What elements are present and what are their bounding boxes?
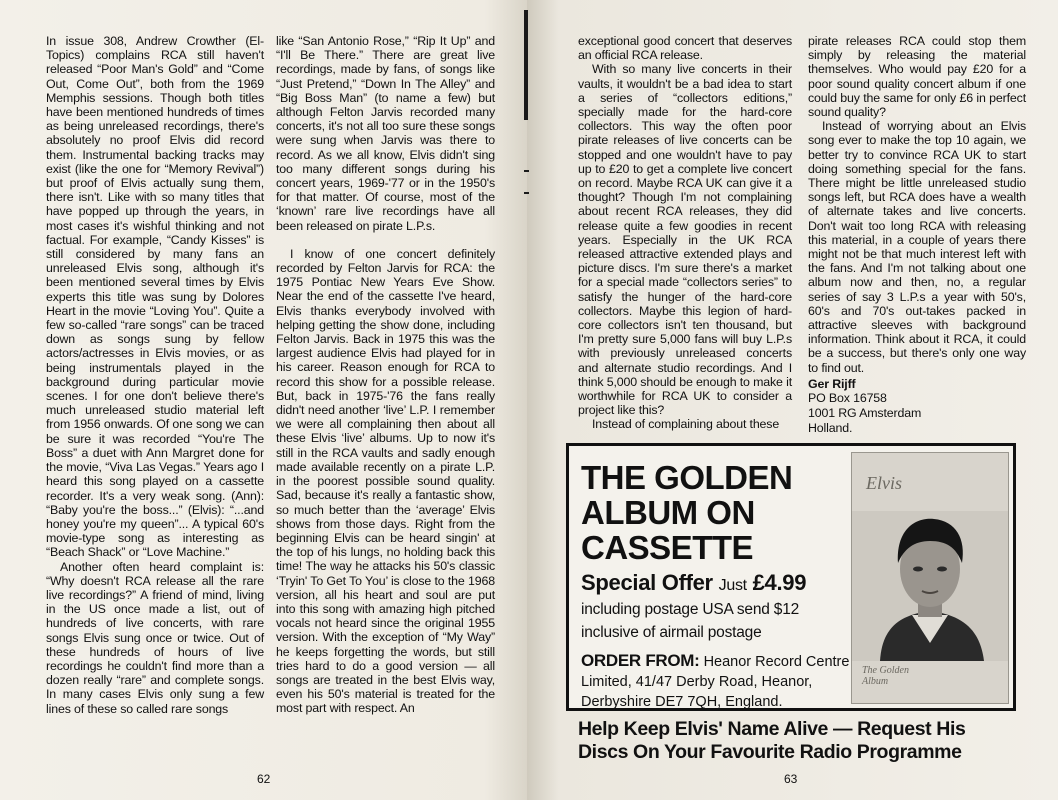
paragraph: In issue 308, Andrew Crowther (El-Topics) complains RCA still haven't released “Poor Man's Gold” and “Come Out, Come Out”, both from the 1969 Memphis sessions. Though both titles have been mentioned hundreds of times as being unreleased recordings, there's absolutely no proof Elvis did record them. Instrumental backing tracks may exist (like the one for “Memory Revival”) but proof of Elvis actually sung them, there isn't. Like with so many titles that have popped up through the years, in most cases it's wishful thinking and not factual. For example, “Candy Kisses” is still considered by many fans an unreleased Elvis song, although it's been mentioned several times by Elvis experts this title was sung by Dolores Heart in the movie “Loving You”. Quite a few so-called “rare songs” can be traced down as songs sung by fellow actors/actresses in Elvis movies, or as being instrumentals played in the background during particular movie scenes. I for one don't believe there's much unreleased studio material left from 1956 onwards. Of one song we can be sure it was recorded “You're The Boss” a duet with Ann Margret done for the movie, “Viva Las Vegas.” Years ago I heard this song played on a cassette recorder. It's a very weak song. (Ann): “Baby you're the boss...” (Elvis): “...and honey you're my queen”... A typical 60's movie-type song as interesting as “Beach Shack” or “Love Machine.” <box>46 34 264 560</box>
cassette-cover-image <box>851 452 1009 704</box>
column-2 <box>276 34 495 716</box>
order-from <box>581 651 856 712</box>
gutter-mark <box>524 192 529 194</box>
paragraph: Another often heard complaint is: “Why doesn't RCA release all the rare live recordings?” A friend of mind, living in the US once made a list, out of hundreds of live concerts, with rare songs Elvis sung once or twice. Out of these hundreds of hours of live recordings he couldn't find more than a dozen really “rare” and complete songs. In many cases Elvis only sung a few lines of these so called rare songs <box>46 559 264 716</box>
order-line: Heanor Record Centre <box>703 654 850 670</box>
paragraph: like “San Antonio Rose,” “Rip It Up” and “I'll Be There.” There are great live recordings, made by fans, of songs like “Just Pretend,” “Down In The Alley” and “Big Boss Man” (to name a few) but although Felton Jarvis recorded many concerts, it's not all too sure these songs were sung when Jarvis was there to record. As we all know, Elvis didn't sing too many different songs during his concert years, 1969-'77 or in the 1950's for that matter. Of course, most of the ‘known’ rare live recordings have all been released on pirate L.P.s. <box>276 34 495 233</box>
portrait-photo <box>852 511 1008 661</box>
paragraph: Instead of worrying about an Elvis song ever to make the top 10 again, we better try to convince RCA UK to start doing something special for the fans. There might be little unreleased studio songs left, but RCA does have a wealth of alternate takes and live concerts. Don't wait too long RCA with releasing this material, in a couple of years there might not be that much interest left with the fans. And I'm not talking about one album now and then, no, a regular series of say 3 L.P.s a year with 50's, 60's and 70's out-takes packed in attractive sleeves with background information. Think about it RCA, it could be a success, but there's only one way to find out. <box>808 119 1026 375</box>
paragraph: exceptional good concert that deserves an official RCA release. <box>578 34 792 63</box>
offer-price: £4.99 <box>752 570 807 595</box>
order-line: Limited, 41/47 Derby Road, Heanor, <box>581 674 813 690</box>
radio-request-banner <box>578 718 1018 764</box>
cassette-subtitle-line: Album <box>862 676 889 687</box>
special-offer <box>581 570 806 596</box>
offer-just: Just <box>718 577 747 594</box>
gutter-mark <box>524 10 528 120</box>
offer-label: Special Offer <box>581 570 713 595</box>
left-page <box>0 0 527 800</box>
column-4 <box>808 34 1026 435</box>
paragraph: With so many live concerts in their vaults, it wouldn't be a bad idea to start a series of “collectors editions,” specially made for the hard-core collectors. This way the often poor pirate releases of live concerts can be stopped and one wouldn't have to pay up to £20 to get a complete live concert on record. Maybe RCA UK can give it a thought? Though I'm not complaining about recent RCA releases, they did release quite a few goodies in recent years. Especially in the UK RCA released attractive extended plays and picture discs. I'm sure there's a market for a special made “collectors series” to satisfy the hunger of the hard-core collectors. Maybe this legion of hard-core collectors isn't ten thousand, but I'm pretty sure 5,000 fans will buy L.P.s with previously unreleased concerts and alternate studio recordings. And I think 5,000 should be enough to make it worthwhile for RCA UK to consider a project like this? <box>578 62 792 418</box>
paragraph: Instead of complaining about these <box>592 417 780 432</box>
page-number: 63 <box>784 772 798 786</box>
order-line: Derbyshire DE7 7QH, England. <box>581 694 783 710</box>
column-1 <box>46 34 264 716</box>
cassette-subtitle <box>862 665 909 687</box>
paragraph: I know of one concert definitely recorded by Felton Jarvis for RCA: the 1975 Pontiac New Years Eve Show. Near the end of the cassette I've heard, Elvis thanks everybody involved with helping getting the show done, including Felton Jarvis. Back in 1975 this was the largest audience Elvis had played for in his career. Reason enough for RCA to record this show for a possible release. But, back in 1975-'76 the fans really didn't need another ‘live’ L.P. I remember we were all complaining then about all these Elvis ‘live’ albums. Up to now it's still in the RCA vaults and sadly enough made available recently on a pirate L.P. in the poorest possible sound quality. Sad, because it's really a fantastic show, so much better than the ‘average’ Elvis shows from those days. Right from the beginning Elvis can be heard singin' at the top of his lungs, no holding back this time! The way he attacks his 50's classic ‘Tryin' To Get To You’ is close to the 1968 version, all his heart and soul are put into this song with amazing high pitched vocals not heard since the original 1955 version. With the exception of “My Way” he keeps forgetting the words, but still tries hard to do a good version — all songs are treated in the best Elvis way, even his 50's material is treated for the most part with respect. An <box>276 246 495 716</box>
banner-line: Help Keep Elvis' Name Alive — Request His <box>578 718 966 740</box>
headline-line: THE GOLDEN <box>581 459 793 496</box>
address-line: Holland. <box>808 420 853 435</box>
paragraph: pirate releases RCA could stop them simply by releasing the material themselves. Who would pay £20 for a poor sound quality concert album if one could buy the same for only £6 in perfect sound quality? <box>808 34 1026 120</box>
cassette-title: Elvis <box>866 473 902 493</box>
banner-line: Discs On Your Favourite Radio Programme <box>578 741 962 763</box>
order-label: ORDER FROM: <box>581 651 700 670</box>
author-name: Ger Rijff <box>808 376 856 391</box>
cassette-subtitle-line: The Golden <box>862 665 909 676</box>
headline-line: ALBUM ON <box>581 494 755 531</box>
address-line: 1001 RG Amsterdam <box>808 406 922 421</box>
address-line: PO Box 16758 <box>808 391 887 406</box>
ad-headline <box>581 460 831 565</box>
signature-block <box>808 377 1026 435</box>
page-number: 62 <box>257 772 271 786</box>
ad-line: inclusive of airmail postage <box>581 624 762 641</box>
gutter-mark <box>524 170 529 172</box>
cassette-advertisement <box>566 443 1016 711</box>
headline-line: CASSETTE <box>581 529 754 566</box>
ad-line: including postage USA send $12 <box>581 601 800 618</box>
column-3 <box>578 34 792 432</box>
